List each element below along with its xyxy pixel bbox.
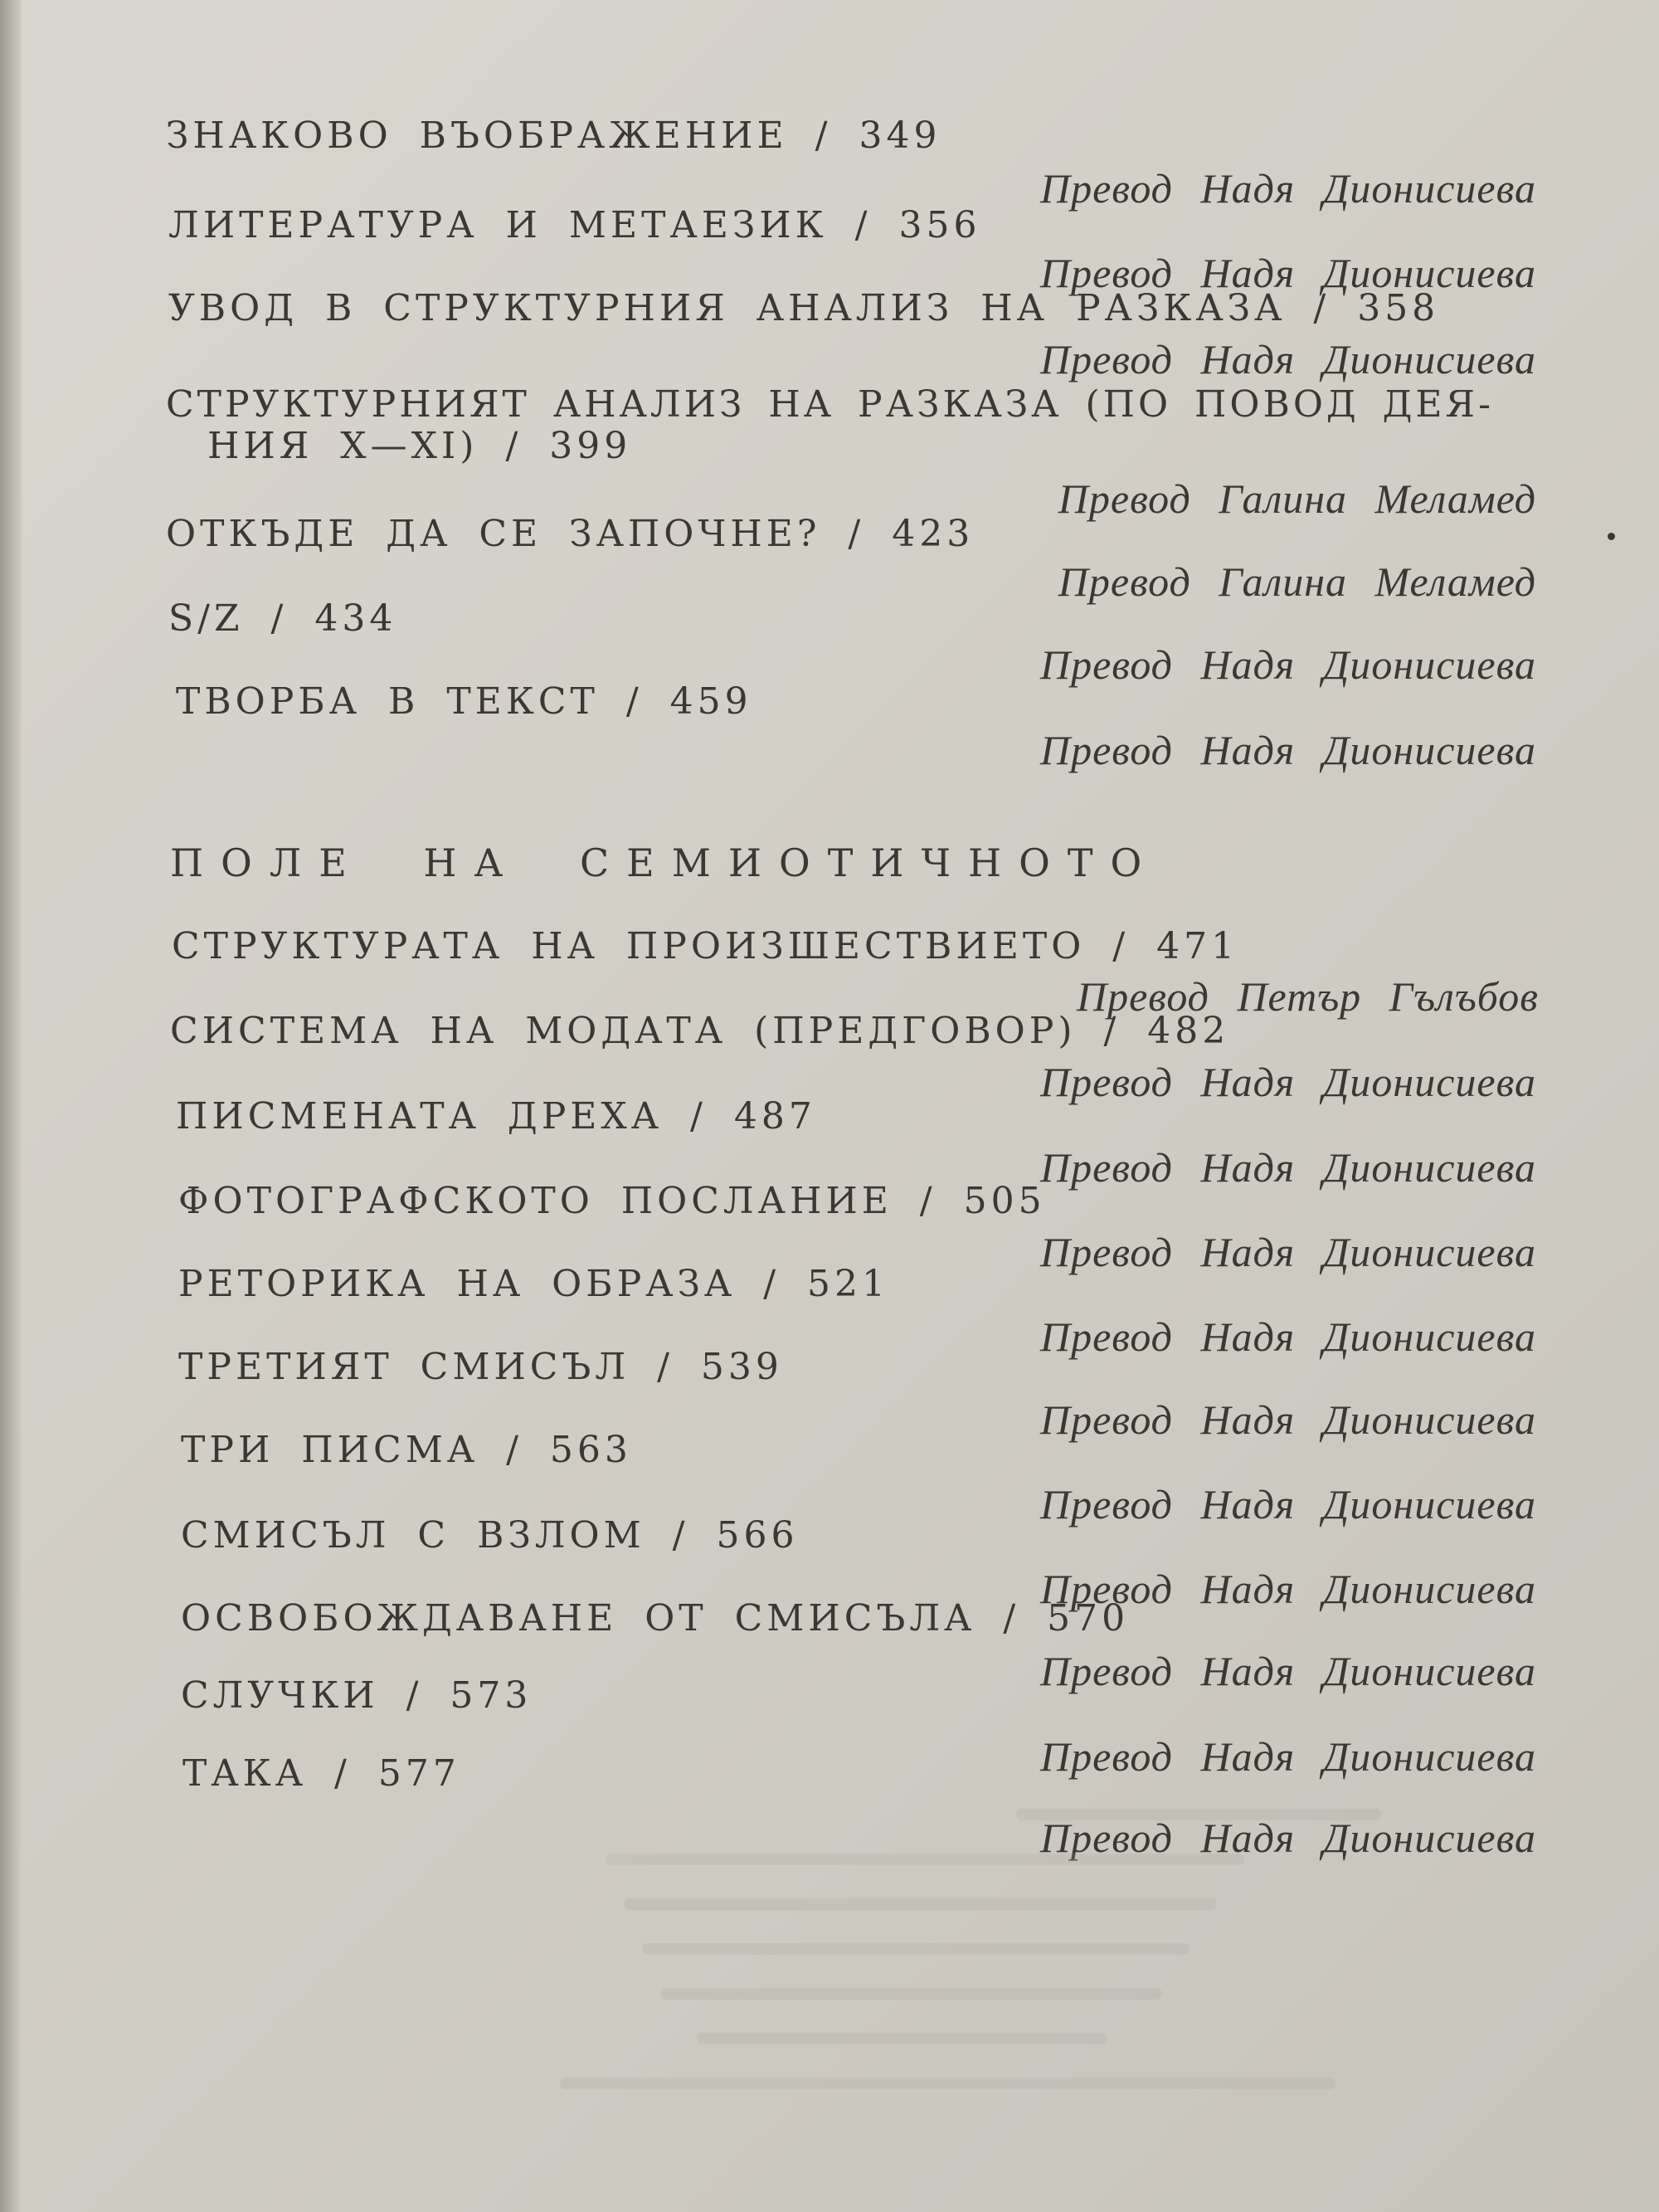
toc-entry-translator: Превод Надя Дионисиева [1040, 1566, 1536, 1612]
toc-entry-title: ТАКА / 577 [182, 1752, 460, 1795]
toc-entry-title: S/Z / 434 [168, 597, 397, 640]
toc-entry-translator: Превод Надя Дионисиева [1040, 1059, 1536, 1105]
toc-entry-title: ТВОРБА В ТЕКСТ / 459 [176, 680, 752, 723]
show-through-shadow [514, 1809, 1427, 2190]
toc-entry-title: ОТКЪДЕ ДА СЕ ЗАПОЧНЕ? / 423 [166, 513, 975, 555]
toc-entry-translator: Превод Надя Дионисиева [1040, 1815, 1536, 1861]
toc-entry-translator: Превод Петър Гълъбов [1076, 973, 1539, 1020]
toc-entry-translator: Превод Надя Дионисиева [1040, 336, 1536, 382]
page-edge-shadow [0, 0, 22, 2212]
toc-entry-title: РЕТОРИКА НА ОБРАЗА / 521 [178, 1263, 890, 1305]
toc-entry-title: УВОД В СТРУКТУРНИЯ АНАЛИЗ НА РАЗКАЗА / 358 [168, 287, 1440, 329]
toc-entry-translator: Превод Надя Дионисиева [1040, 641, 1536, 688]
toc-entry-translator: Превод Надя Дионисиева [1040, 1481, 1536, 1527]
toc-entry-title: ФОТОГРАФСКОТО ПОСЛАНИЕ / 505 [178, 1180, 1046, 1222]
toc-entry-title: СМИСЪЛ С ВЗЛОМ / 566 [181, 1514, 799, 1557]
toc-entry-title: ЗНАКОВО ВЪОБРАЖЕНИЕ / 349 [166, 114, 941, 157]
toc-entry-title: ТРИ ПИСМА / 563 [181, 1429, 632, 1471]
toc-entry-translator: Превод Надя Дионисиева [1040, 1229, 1536, 1275]
toc-entry-translator: Превод Надя Дионисиева [1040, 250, 1536, 296]
toc-entry-title-continued: НИЯ X—XI) / 399 [207, 425, 632, 467]
toc-entry-title: СИСТЕМА НА МОДАТА (ПРЕДГОВОР) / 482 [170, 1010, 1230, 1052]
toc-entry-translator: Превод Галина Меламед [1058, 475, 1536, 522]
toc-entry-title: СТРУКТУРНИЯТ АНАЛИЗ НА РАЗКАЗА (ПО ПОВОД ДЕЯ- [166, 383, 1494, 426]
toc-entry-title: СТРУКТУРАТА НА ПРОИЗШЕСТВИЕТО / 471 [172, 925, 1239, 967]
toc-entry-title: СЛУЧКИ / 573 [181, 1674, 533, 1717]
toc-entry-translator: Превод Надя Дионисиева [1040, 727, 1536, 773]
toc-entry-translator: Превод Надя Дионисиева [1040, 1396, 1536, 1443]
toc-entry-title: ЛИТЕРАТУРА И МЕТАЕЗИК / 356 [168, 204, 981, 246]
toc-entry-translator: Превод Надя Дионисиева [1040, 1144, 1536, 1191]
toc-entry-translator: Превод Надя Дионисиева [1040, 1648, 1536, 1694]
toc-entry-translator: Превод Надя Дионисиева [1040, 165, 1536, 212]
toc-entry-translator: Превод Галина Меламед [1058, 558, 1536, 605]
toc-entry-title: ТРЕТИЯТ СМИСЪЛ / 539 [178, 1346, 783, 1388]
toc-entry-translator: Превод Надя Дионисиева [1040, 1313, 1536, 1360]
toc-entry-translator: Превод Надя Дионисиева [1040, 1733, 1536, 1780]
toc-entry-title: ПИСМЕНАТА ДРЕХА / 487 [176, 1095, 816, 1138]
toc-entry-title: ОСВОБОЖДАВАНЕ ОТ СМИСЪЛА / 570 [181, 1597, 1130, 1640]
ink-speck [1608, 533, 1615, 540]
section-heading: ПОЛЕ НА СЕМИОТИЧНОТО [170, 840, 1160, 885]
